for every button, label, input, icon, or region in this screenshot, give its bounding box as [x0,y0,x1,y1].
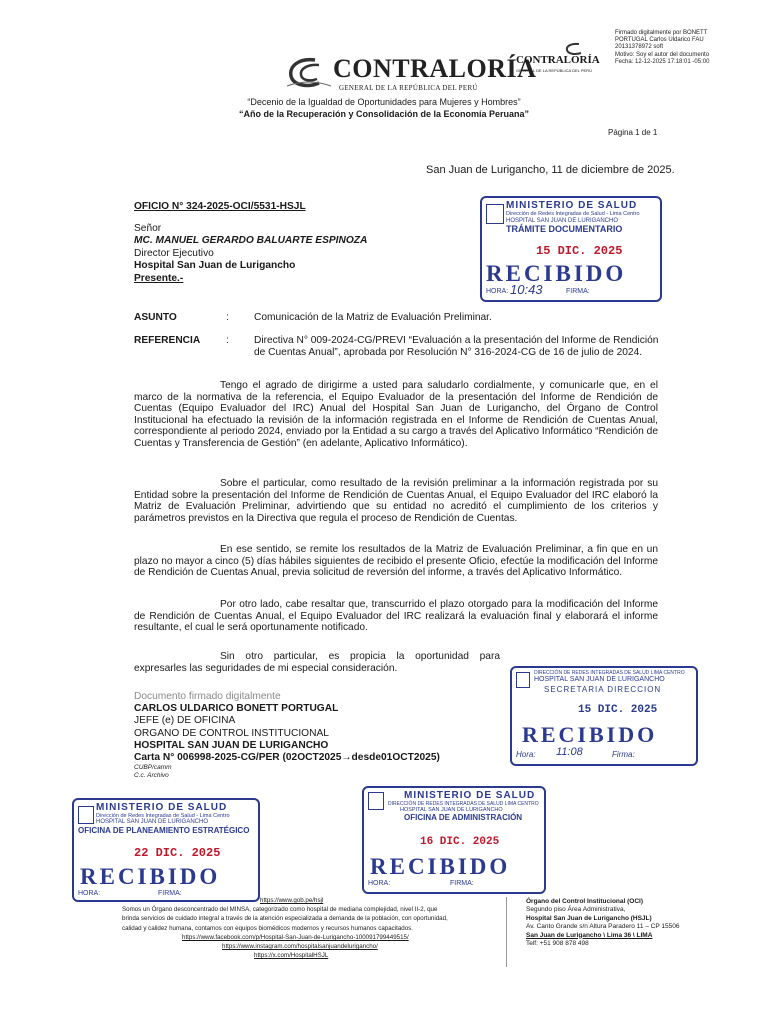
stamp-office: TRÁMITE DOCUMENTARIO [506,224,623,234]
received-stamp-administracion [362,786,546,894]
stamp-office: OFICINA DE ADMINISTRACIÓN [404,813,523,822]
oci-title: Órgano del Control Institucional (OCI) [526,898,643,905]
stamp-network: Dirección de Redes Integradas de Salud - Lima Centro [506,211,640,217]
stamp-received: RECIBIDO [522,722,658,747]
oci-line: San Juan de Lurigancho \ Lima 36 \ LIMA [526,931,653,939]
stamp-hospital: HOSPITAL SAN JUAN DE LURIGANCHO [96,819,209,825]
stamp-hour-label: HORA: [486,288,509,295]
stamp-sign-label: FIRMA: [450,880,474,887]
signature-line: Firmado digitalmente por BONETT [615,30,708,36]
salutation: Señor [134,223,162,234]
referencia-label: REFERENCIA [134,335,201,346]
paragraph-text: Sobre el particular, como resultado de la revisión preliminar a la información registrada por su Entidad sobre la presentación del Informe de Rendición de Cuentas Anual, el Equipo Evaluador del IRC elaboró la Matriz de Evaluación Preliminar, advirtiendo que su entidad no acreditó el cumplimiento de los criterios y parámetros previstos en la Directiva que regula el proceso de Rendición de Cuentas. [134,478,658,524]
paragraph-4 [134,599,658,634]
signature-line: Motivo: Soy el autor del documento [615,51,710,58]
digital-signed-note: Documento firmado digitalmente [134,691,281,702]
paragraph-5 [134,651,500,674]
stamp-date: 22 DIC. 2025 [134,846,221,860]
footer-divider [506,897,507,967]
signature-brand: CONTRALORÍA [516,54,600,66]
received-stamp-planeamiento [72,798,260,902]
footer-text: Somos un Órgano desconcentrado del MINSA, categorizado como hospital de mediana complejidad, nivel II-2, que [122,906,438,914]
stamp-received: RECIBIDO [486,261,627,286]
stamp-office: SECRETARIA DIRECCION [544,685,662,694]
referencia-line: Directiva N° 009-2024-CG/PREVI “Evaluación a la presentación del Informe de Rendición [254,335,659,346]
referencia-text [254,335,664,358]
received-stamp-tramite [480,196,662,302]
signer-unit: ORGANO DE CONTROL INSTITUCIONAL [134,727,329,739]
paragraph-text: Tengo el agrado de dirigirme a usted para saludarlo cordialmente, y comunicarle que, en el marco de la normativa de la referencia, el Equipo Evaluador de la presentación del Informe de Rendición de Cuentas (Equipo Evaluador del IRC) Anual del Hospital San Juan de Lurigancho, del Órgano de Control Institucional ha efectuado la revisión de la información registrada en el Informe de Rendición de Cuentas Anual, correspondiente al periodo 2024, enviado por la Entidad a su cargo a través del Aplicativo Informático “Rendición de Cuentas y Transferencia de Gestión” (en adelante, Aplicativo Informático). [134,380,658,449]
signature-brand-subtitle: GENERAL DE LA REPÚBLICA DEL PERÚ [516,68,592,73]
stamp-hour-label: HORA: [368,880,391,887]
brand-subtitle: GENERAL DE LA REPÚBLICA DEL PERÚ [339,84,478,92]
contraloria-emblem-icon [285,56,331,90]
letter-date: San Juan de Lurigancho, 11 de diciembre de 2025. [426,164,675,176]
referencia-line: de Cuentas Anual”, aprobada por Resolución N° 316-2024-CG de 16 de julio de 2024. [254,346,643,358]
asunto-colon: : [226,312,229,323]
signer-entity: HOSPITAL SAN JUAN DE LURIGANCHO [134,739,329,751]
copy-note: C.c. Archivo [134,772,169,780]
footer-text: brinda servicios de cuidado integral a través de la atención especializada a demanda de la población, con oportunidad, [122,915,448,923]
paragraph-2 [134,478,658,524]
signature-logo [516,42,612,74]
stamp-network: DIRECCIÓN DE REDES INTEGRADAS DE SALUD LIMA CENTRO [388,801,539,807]
peru-shield-icon [78,806,94,824]
signer-name: CARLOS ULDARICO BONETT PORTUGAL [134,703,339,715]
brand-name: CONTRALORÍA [333,54,537,83]
stamp-hospital: HOSPITAL SAN JUAN DE LURIGANCHO [400,807,503,813]
oci-line: Av. Canto Grande s/n Altura Paradero 11 – CP 15506 [526,923,680,931]
year-quote: “Año de la Recuperación y Consolidación de la Economía Peruana” [238,109,530,119]
stamp-ministry: MINISTERIO DE SALUD [404,790,536,801]
paragraph-text: En ese sentido, se remite los resultados de la Matriz de Evaluación Preliminar, a fin que en un plazo no mayor a cinco (5) días hábiles siguientes de recibido el presente Oficio, efectúe la modificación del Informe de Rendición de Cuentas Anual, previa solicitud de reversión del informe, a través del Aplicativo Informático. [134,544,658,579]
signature-line: PORTUGAL Carlos Uldarico FAU [615,37,704,44]
stamp-hour-value: 11:08 [556,746,583,758]
stamp-ministry: MINISTERIO DE SALUD [506,200,638,211]
asunto-text: Comunicación de la Matriz de Evaluación Preliminar. [254,312,492,323]
peru-shield-icon [486,204,504,224]
peru-shield-icon [368,792,384,810]
stamp-hour-value: 10:43 [510,282,543,297]
footer-text: calidad y calidez humana, contamos con equipos biomédicos modernos y recursos humanos capacitados. [122,924,413,932]
oci-line: Hospital San Juan de Lurigancho (HSJL) [526,914,652,922]
digital-signature-text [615,30,765,66]
stamp-date: 16 DIC. 2025 [420,836,500,848]
paragraph-1 [134,380,658,450]
stamp-hour-label: HORA: [78,890,101,897]
stamp-hour-label: Hora: [516,750,536,759]
footer-left [122,896,498,960]
signature-line: Fecha: 12-12-2025 17:18:01 -05:00 [615,58,710,65]
stamp-hospital: HOSPITAL SAN JUAN DE LURIGANCHO [506,218,619,224]
peru-shield-icon [516,672,530,688]
paragraph-text: Por otro lado, cabe resaltar que, transcurrido el plazo otorgado para la modificación del Informe de Rendición de Cuentas Anual, el Equipo Evaluador del IRC realizará la evaluación final y elaborará el informe resultante, el cual le será oportunamente notificado. [134,599,658,634]
referencia-colon: : [226,335,229,346]
asunto-label: ASUNTO [134,312,177,323]
page-number: Página 1 de 1 [608,128,658,137]
initials: CUBP/camm [134,764,172,772]
stamp-date: 15 DIC. 2025 [578,704,658,716]
stamp-network: DIRECCIÓN DE REDES INTEGRADAS DE SALUD LIMA CENTRO [534,670,685,676]
signature-block [134,691,440,780]
paragraph-text: Sin otro particular, es propicia la oportunidad para expresarles las seguridades de mi especial consideración. [134,651,500,674]
oci-phone: Telf: +51 908 878 498 [526,940,589,948]
stamp-ministry: MINISTERIO DE SALUD [96,802,228,813]
addressee-role: Director Ejecutivo [134,247,214,259]
carta-reference: Carta N° 006998-2025-CG/PER (02OCT2025→desde01OCT2025) [134,752,440,764]
signature-line: 20131378972 soft [615,44,664,51]
stamp-hospital: HOSPITAL SAN JUAN DE LURIGANCHO [534,676,665,683]
signer-role: JEFE (e) DE OFICINA [134,715,236,727]
received-stamp-secretaria [510,666,698,766]
stamp-sign-label: FIRMA: [158,890,182,897]
oci-address [526,898,679,948]
decade-quote: “Decenio de la Igualdad de Oportunidades para Mujeres y Hombres” [247,97,521,107]
addressee-institution: Hospital San Juan de Lurigancho [134,260,296,272]
stamp-date: 15 DIC. 2025 [536,244,623,258]
x-link[interactable]: https://x.com/HospitalHSJL [254,952,329,960]
gob-link[interactable]: https://www.gob.pe/hsjl [260,897,324,904]
oficio-number: OFICIO N° 324-2025-OCI/5531-HSJL [134,201,306,212]
stamp-received: RECIBIDO [80,864,221,889]
stamp-sign-label: Firma: [612,750,635,759]
paragraph-3 [134,544,658,579]
stamp-sign-label: FIRMA: [566,288,590,295]
stamp-network: Dirección de Redes Integradas de Salud - Lima Centro [96,813,230,819]
addressee-block [134,223,367,285]
facebook-link[interactable]: https://www.facebook.com/p/Hospital-San-Juan-de-Lurigancho-100091799449515/ [182,933,409,941]
oci-line: Segundo piso Área Administrativa, [526,906,626,914]
addressee-name: MC. MANUEL GERARDO BALUARTE ESPINOZA [134,235,368,247]
stamp-office: OFICINA DE PLANEAMIENTO ESTRATÉGICO [78,826,250,835]
instagram-link[interactable]: https://www.instagram.com/hospitalsanjuandelurigancho/ [222,943,378,951]
stamp-received: RECIBIDO [370,854,511,879]
addressee-present: Presente.- [134,272,184,284]
